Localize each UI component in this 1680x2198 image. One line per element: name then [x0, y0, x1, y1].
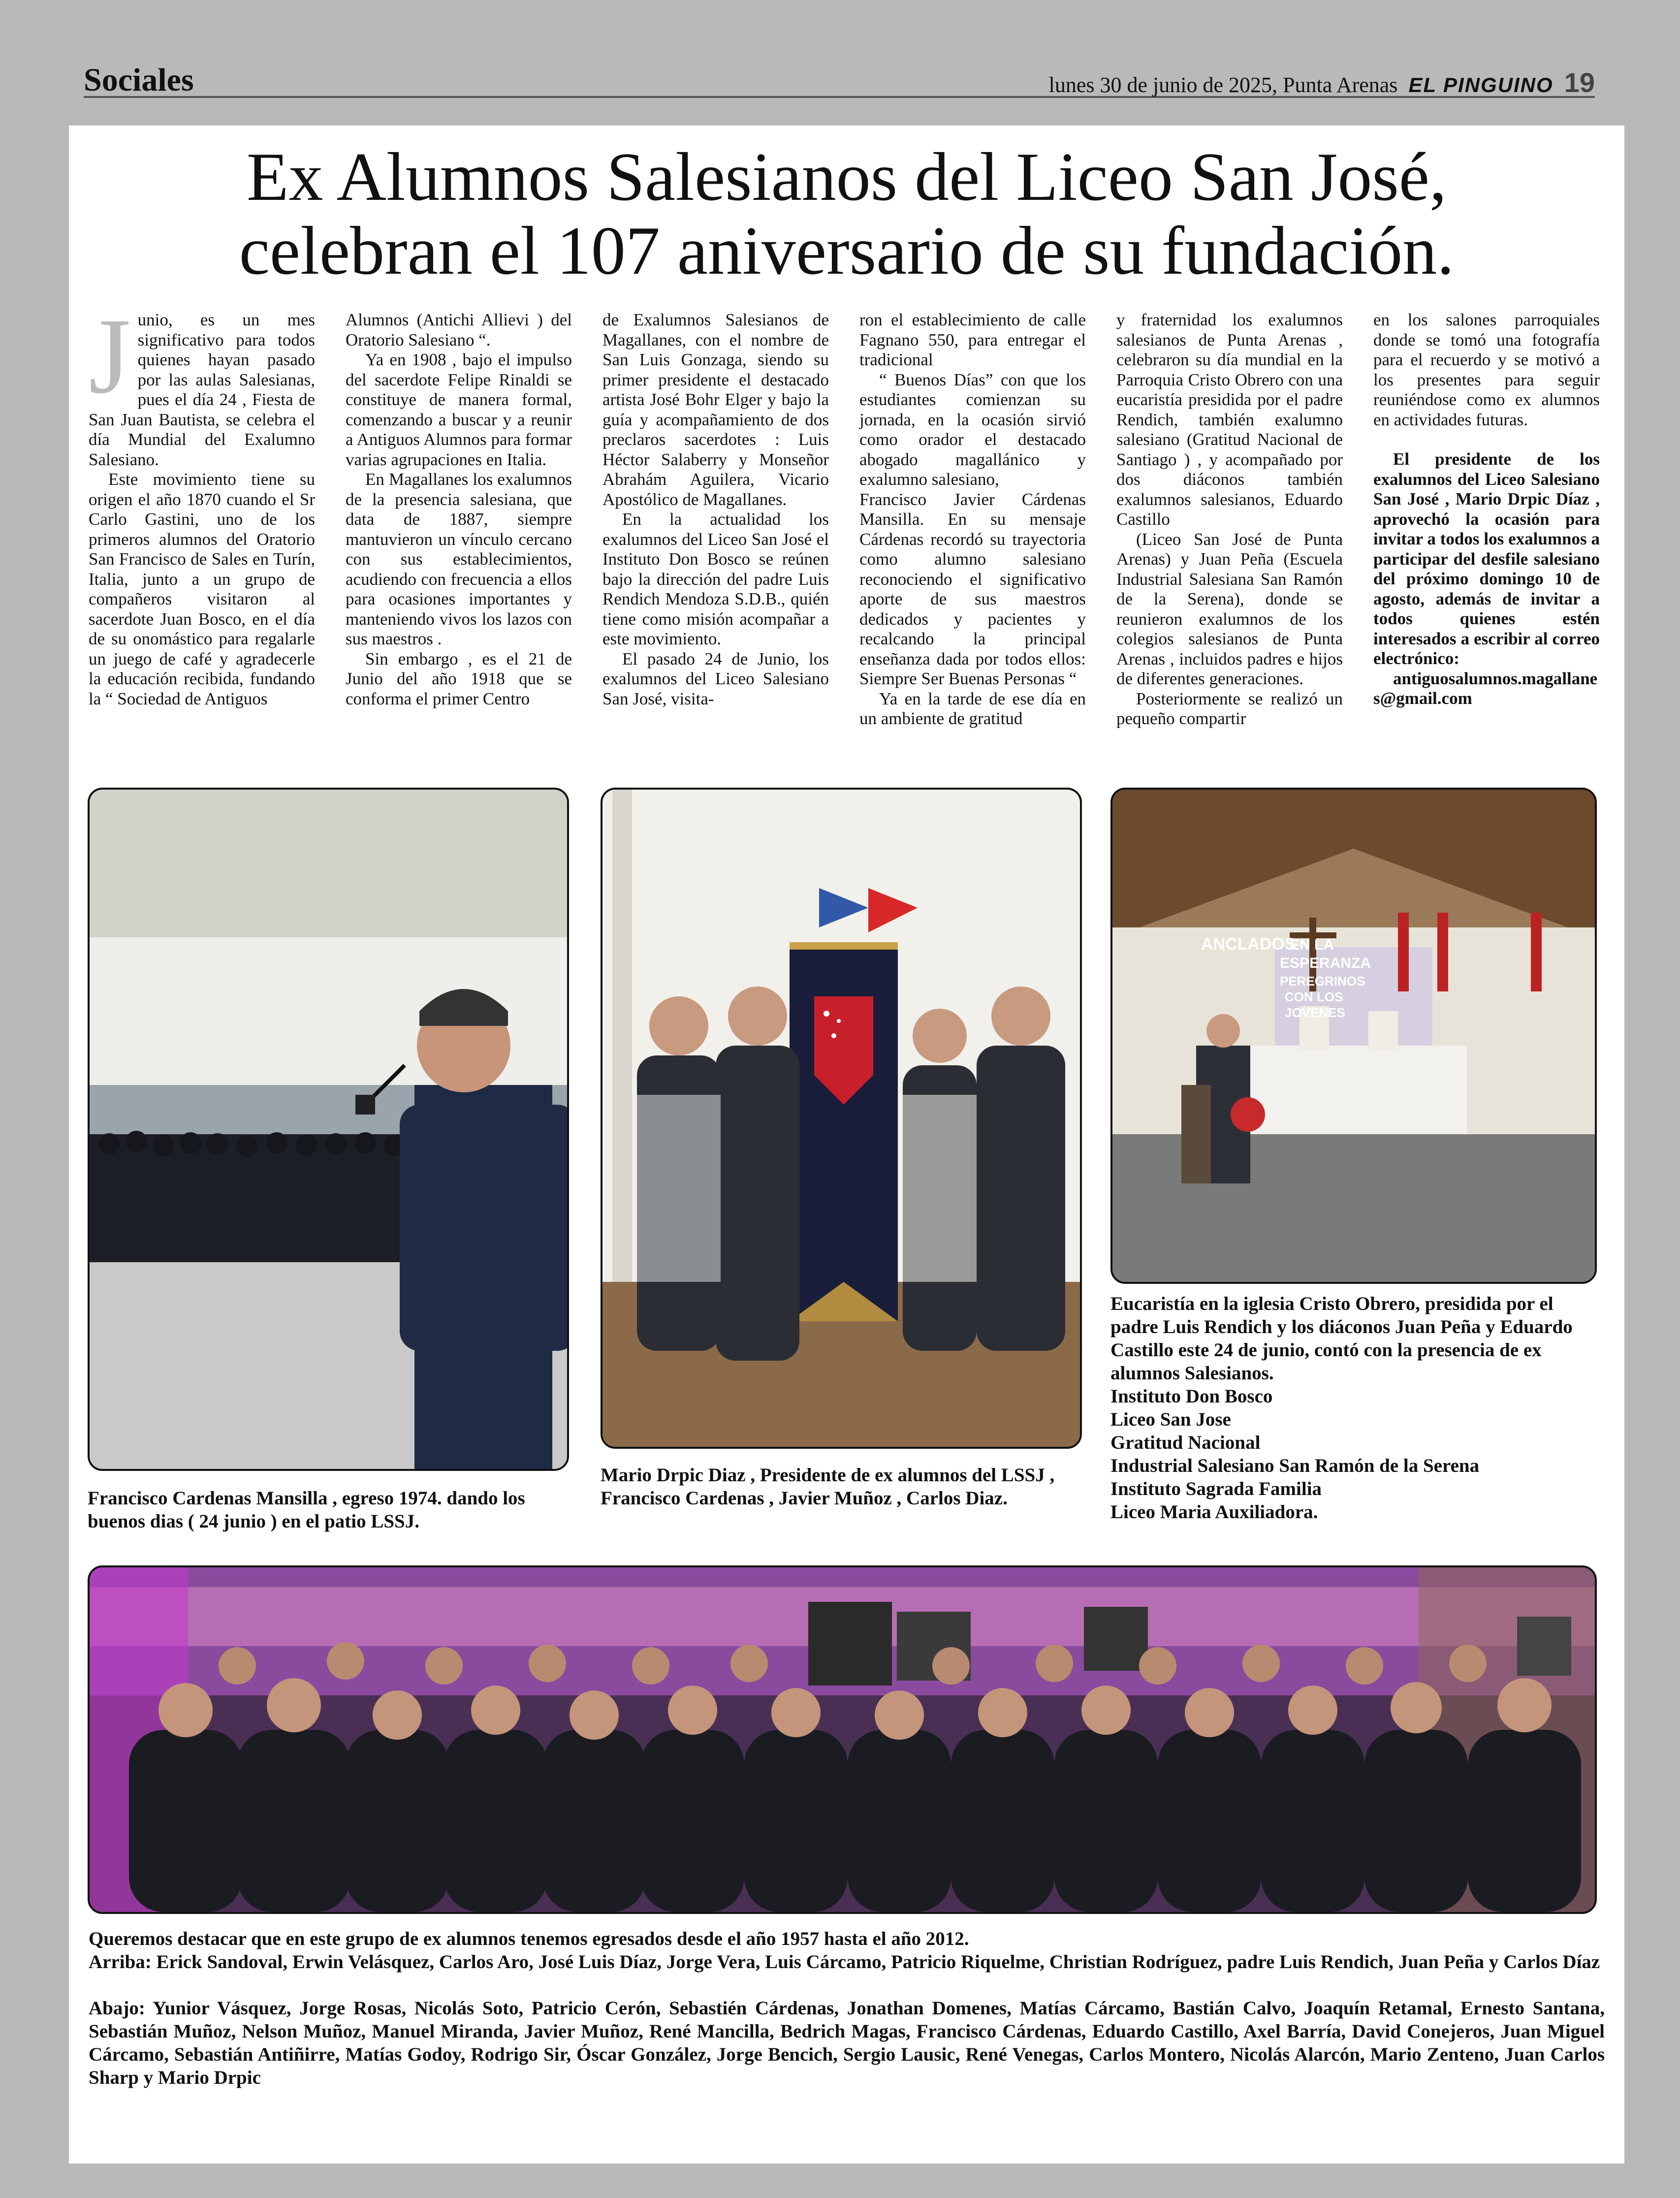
photo-large-group: [88, 1565, 1597, 1914]
paragraph: Ya en 1908 , bajo el impulso del sacerdote Felipe Rinaldi se constituye de manera formal, comenzando a buscar y a reunir a Antiguos Alumnos para formar varias agrupaciones en Italia.: [346, 350, 572, 469]
caption-abajo: Abajo: Yunior Vásquez, Jorge Rosas, Nicolás Soto, Patricio Cerón, Sebastién Cárdenas, Jonathan Domenes, Matías Cárcamo, Bastián Calvo, Joaquín Retamal, Ernesto Santana, Sebastián Muñoz, Nelson Muñoz, Manuel Miranda, Javier Muñoz, René Mancilla, Bedrich Magas, Francisco Cárdenas, Eduardo Castillo, Axel Barría, David Conejeros, Juan Miguel Cárcamo, Sebastián Antiñirre, Matías Godoy, Rodrigo Sir, Óscar González, Jorge Bencich, Sergio Lausic, René Venegas, Carlos Montero, Nicolás Alarcón, Mario Zenteno, Juan Carlos Sharp y Mario Drpic: [89, 1998, 1605, 2088]
photo-speaker-caption: Francisco Cardenas Mansilla , egreso 1974. dando los buenos dias ( 24 junio ) en el patio LSSJ.: [88, 1488, 525, 1532]
paragraph: ron el establecimiento de calle Fagnano 550, para entregar el tradicional: [859, 310, 1086, 369]
caption-line: Instituto Sagrada Familia: [1110, 1478, 1322, 1499]
paragraph: Francisco Javier Cárdenas Mansilla. En su mensaje Cárdenas recordó su trayectoria como alumno salesiano reconociendo el significativo aporte de sus maestros dedicados y pacientes y recalcando la principal enseñanza dada por todos ellos: Siempre Ser Buenas Personas “: [859, 489, 1086, 688]
banner-text: JOVENES: [1285, 1005, 1345, 1020]
paragraph: Alumnos (Antichi Allievi ) del Oratorio Salesiano “.: [346, 310, 572, 350]
headline-line-1: Ex Alumnos Salesianos del Liceo San José,: [246, 139, 1447, 215]
banner-text: EN LA: [1290, 937, 1334, 953]
paragraph: Sin embargo , es el 21 de Junio del año 1918 que se conforma el primer Centro: [346, 649, 572, 708]
photo-speaker: [88, 788, 569, 1471]
paragraph: Ya en la tarde de ese día en un ambiente de gratitud: [859, 689, 1086, 728]
paragraph: En la actualidad los exalumnos del Liceo San José el Instituto Don Bosco se reúnen bajo la dirección del padre Luis Rendich Mendoza S.D.B., quién tiene como misión acompañar a este movimiento.: [602, 510, 829, 648]
header-right: [1049, 66, 1595, 98]
paragraph: en los salones parroquiales donde se tomó una fotografía para el recuerdo y se motivó a los presentes para seguir reuniéndose como ex alumnos en actividades futuras.: [1373, 310, 1600, 429]
contact-email: antiguosalumnos.magallanes@gmail.com: [1373, 669, 1598, 708]
section-title: Sociales: [84, 62, 194, 98]
photo-speaker-image: [90, 790, 567, 1469]
photo-flag-group: [601, 788, 1082, 1449]
photo-church-image: [1112, 790, 1595, 1282]
caption-arriba: Arriba: Erick Sandoval, Erwin Velásquez, Carlos Aro, José Luis Díaz, Jorge Vera, Luis Cárcamo, Patricio Riquelme, Christian Rodríguez, padre Luis Rendich, Juan Peña y Carlos Díaz: [89, 1951, 1600, 1973]
paragraph: El pasado 24 de Junio, los exalumnos del Liceo Salesiano San José, visita-: [602, 649, 829, 708]
page-header: [84, 62, 1595, 98]
invitation-paragraph: El presidente de los exalumnos del Liceo Salesiano San José , Mario Drpic Díaz , aprovechó la ocasión para invitar a todos los exalumnos a participar del desfile salesiano del próximo domingo 10 de agosto, además de invitar a todos quienes estén interesados a escribir al correo electrónico:: [1373, 449, 1600, 668]
newspaper-brand: EL PINGUINO: [1408, 73, 1553, 96]
paragraph: de Exalumnos Salesianos de Magallanes, con el nombre de San Luis Gonzaga, siendo su primer presidente el destacado artista José Bohr Elger y bajo la guía y acompañamiento de dos preclaros sacerdotes : Luis Héctor Salaberry y Monseñor Abrahám Aguilera, Vicario Apostólico de Magallanes.: [602, 310, 829, 509]
column-4: [859, 310, 1086, 729]
photo-church: [1110, 788, 1597, 1284]
banner-text: CON LOS: [1285, 989, 1343, 1004]
caption-line: Liceo Maria Auxiliadora.: [1110, 1501, 1318, 1523]
paragraph: Este movimiento tiene su origen el año 1870 cuando el Sr Carlo Gastini, uno de los primeros alumnos del Oratorio San Francisco de Sales en Turín, Italia, junto a un grupo de compañeros visitaron al sacerdote Juan Bosco, en el día de su onomástico para regalarle un juego de café y agradecerle la educación recibida, fundando la “ Sociedad de Antiguos: [89, 470, 315, 708]
photo-flag-group-caption: Mario Drpic Diaz , Presidente de ex alumnos del LSSJ , Francisco Cardenas , Javier Muñoz , Carlos Diaz.: [601, 1465, 1055, 1509]
article-page: [69, 126, 1624, 2164]
banner-text: ANCLADOS: [1201, 935, 1296, 954]
photo-church-caption: [1110, 1292, 1603, 1524]
caption-line: Industrial Salesiano San Ramón de la Serena: [1110, 1455, 1480, 1476]
column-1: [89, 296, 315, 709]
drop-cap: J: [89, 296, 131, 416]
banner-text: ESPERANZA: [1280, 955, 1371, 971]
caption-line: Instituto Don Bosco: [1110, 1386, 1273, 1407]
group-photo-caption: [89, 1927, 1605, 2089]
caption-line: Eucaristía en la iglesia Cristo Obrero, presidida por el padre Luis Rendich y los diáconos Juan Peña y Eduardo Castillo este 24 de junio, contó con la presencia de ex alumnos Salesianos.: [1110, 1293, 1573, 1384]
headline-line-2: celebran el 107 aniversario de su fundación.: [239, 213, 1455, 289]
caption-line: Gratitud Nacional: [1110, 1432, 1261, 1453]
photo-flag-group-image: [602, 790, 1080, 1447]
paragraph: unio, es un mes significativo para todos quienes hayan pasado por las aulas Salesianas, pues el día 24 , Fiesta de San Juan Bautista, se celebra el día Mundial del Exalumno Salesiano.: [89, 310, 315, 469]
caption-intro: Queremos destacar que en este grupo de ex alumnos tenemos egresados desde el año 1957 hasta el año 2012.: [89, 1928, 969, 1949]
paragraph: (Liceo San José de Punta Arenas) y Juan Peña (Escuela Industrial Salesiana San Ramón de la Serena), donde se reunieron exalumnos de los colegios salesianos de Punta Arenas , incluidos padres e hijos de diferentes generaciones.: [1116, 529, 1343, 688]
column-6: [1373, 310, 1600, 709]
paragraph: y fraternidad los exalumnos salesianos de Punta Arenas , celebraron su día mundial en la Parroquia Cristo Obrero con una eucaristía presidida por el padre Rendich, también exalumno salesiano (Gratitud Nacional de Santiago ) , y acompañado por dos diáconos también exalumnos salesianos, Eduardo Castillo: [1116, 310, 1343, 529]
column-3: [602, 310, 829, 709]
caption-line: Liceo San Jose: [1110, 1409, 1231, 1430]
page-number: 19: [1564, 67, 1595, 98]
banner-text: PEREGRINOS: [1280, 974, 1365, 988]
date-line: lunes 30 de junio de 2025, Punta Arenas: [1048, 73, 1398, 97]
paragraph: “ Buenos Días” con que los estudiantes comienzan su jornada, en la ocasión sirvió como orador el destacado abogado magallánico y exalumno salesiano,: [859, 370, 1086, 489]
photo-large-group-image: [90, 1567, 1595, 1912]
column-5: [1116, 310, 1343, 729]
paragraph: Posteriormente se realizó un pequeño compartir: [1116, 689, 1343, 728]
column-2: [346, 310, 572, 709]
headline: [69, 140, 1624, 288]
paragraph: En Magallanes los exalumnos de la presencia salesiana, que data de 1887, siempre mantuvieron un vínculo cercano con sus establecimientos, acudiendo con frecuencia a ellos para ocasiones importantes y manteniendo vivos los lazos con sus maestros .: [346, 470, 572, 648]
